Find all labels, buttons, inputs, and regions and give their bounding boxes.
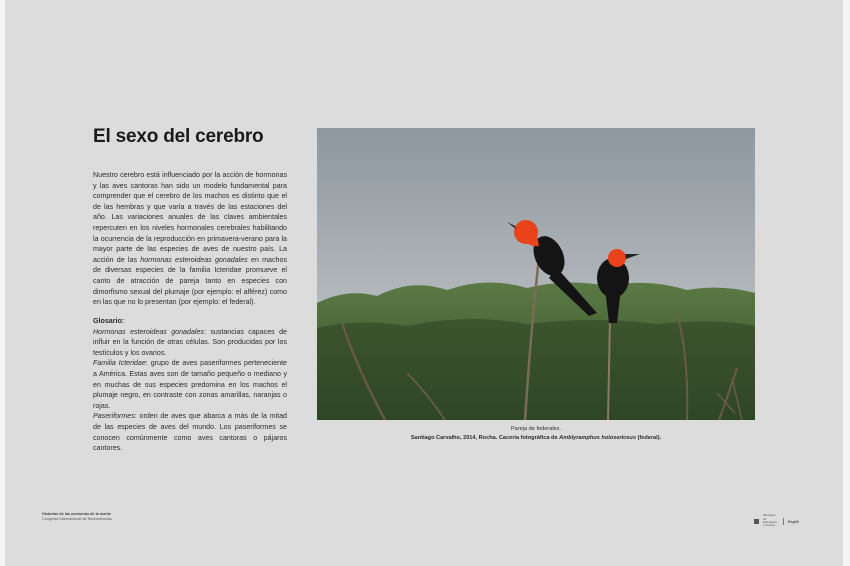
footer-subtitle: Congreso Internacional de Neurociencias xyxy=(42,516,112,521)
partner-logo-text: EspM xyxy=(788,518,799,524)
body-emphasis: hormonas esteroideas gonadales xyxy=(140,255,248,264)
body-text xyxy=(93,170,287,308)
glossary-term: Hormonas esteroideas gonadales xyxy=(93,327,204,336)
logo-divider xyxy=(783,518,784,525)
body-paragraph xyxy=(93,170,287,308)
glossary-definition: : orden de aves que abarca a más de la mitad de las especies de aves del mundo. Los paseriformes se conocen comúnmente como aves cantoras o pájaros cantores. xyxy=(93,412,287,453)
body-text-part: en machos de diversas especies de la familia Icteridae promueve el canto de atracción de pareja tanto en especies con dimorfismo sexual del plumaje (por ejemplo: el alférez) como en las que no lo presentan (por ejemplo: el federal). xyxy=(93,255,287,307)
bird-head xyxy=(608,249,626,267)
body-text-part: Nuestro cerebro está influenciado por la acción de hormonas y las aves cantoras han sido un modelo fundamental para comprender que el cerebro de los machos es distinto que el de las hembras y que varía a través de las estaciones del año. Las variaciones anuales de las claves ambientales repercuten en los niveles hormonales cerebrales habilitando la ocurrencia de la reproducción en primavera-verano para la mayor parte de las especies de aves de nuestro país. La acción de las xyxy=(93,171,287,264)
ministry-logo-text: Ministerio de Educación y Cultura xyxy=(763,513,778,528)
credit-text: (federal). xyxy=(635,434,662,441)
ministry-logo-icon xyxy=(754,519,759,524)
bird-photo xyxy=(317,128,755,420)
glossary-item xyxy=(93,327,287,359)
glossary-item xyxy=(93,358,287,411)
glossary-definition: : grupo de aves paseriformes perteneciente a América. Estas aves son de tamaño pequeño o mediano y en muchas de sus especies predomina en los machos el plumaje negro, en contraste con zonas amarillas, naranjas o rojas. xyxy=(93,359,287,410)
page-title: El sexo del cerebro xyxy=(93,126,264,147)
glossary-item xyxy=(93,411,287,453)
credit-text: Santiago Carvalho, 2014, Rocha. Cacería fotográfica de xyxy=(410,434,560,441)
glossary-definition: : sustancias capaces de influir en la función de otras células. Son producidas por los testículos y los ovarios. xyxy=(93,327,288,357)
photo-illustration xyxy=(317,128,755,420)
treeline-dark xyxy=(317,319,755,420)
glossary xyxy=(93,316,287,454)
caption-credit xyxy=(317,434,755,443)
photo-caption xyxy=(317,425,755,442)
glossary-term: Paseriformes xyxy=(93,412,135,421)
credit-species: Amblyramphus holosericeus xyxy=(559,434,636,441)
footer-brand xyxy=(42,512,132,521)
glossary-term: Familia Icteridae xyxy=(93,359,146,368)
caption-title: Pareja de federales. xyxy=(510,426,562,432)
glossary-title: Glosario: xyxy=(93,317,125,325)
footer-title: Historias de las memorias de la mente xyxy=(42,512,112,516)
footer-logos xyxy=(754,513,799,528)
